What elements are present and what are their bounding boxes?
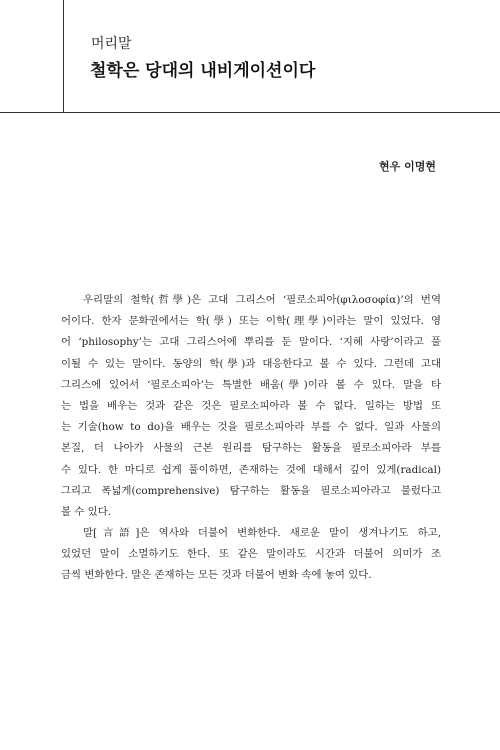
- body-text: [61, 290, 441, 587]
- text-line: 우리말의 철학(哲學)은 고대 그리스어 ‘필로소피아(φιλοσοφία)’의 번역: [83, 294, 441, 306]
- text-line: 어 ‘philosophy’는 고대 그리스어에 뿌리를 둔 말이다. ‘지혜 사랑’이라고 풀: [61, 336, 441, 349]
- paragraph: [61, 290, 441, 523]
- header-divider: [0, 112, 500, 113]
- text-line: 어이다. 한자 문화권에서는 학(學) 또는 이학(理學)이라는 말이 있었다. 영: [61, 315, 441, 328]
- text-line: 본질, 더 나아가 사물의 근본 원리를 탐구하는 활동을 필로소피아라 부를: [61, 442, 441, 455]
- text-line: 금씩 변화한다. 말은 존재하는 모든 것과 더불어 변화 속에 놓여 있다.: [61, 569, 372, 582]
- text-line: 있었던 말이 소멸하기도 한다. 또 같은 말이라도 시간과 더불어 의미가 조: [61, 548, 441, 561]
- text-line: 는 기술(how to do)을 배우는 것을 필로소피아라 부를 수 없다. 일과 사물의: [61, 421, 441, 434]
- text-line: 이될 수 있는 말이다. 동양의 학(學)과 대응한다고 볼 수 있다. 그런데 고대: [61, 357, 441, 370]
- header-vertical-rule: [63, 0, 64, 112]
- text-line: 그리고 폭넓게(comprehensive) 탐구하는 활동을 필로소피아라고 불렀다고: [61, 484, 441, 497]
- text-line: 볼 수 있다.: [61, 505, 112, 518]
- text-line: 말[言語]은 역사와 더불어 변화한다. 새로운 말이 생겨나기도 하고,: [83, 527, 441, 540]
- page-title: 철학은 당대의 내비게이션이다: [90, 61, 316, 81]
- author-byline: 현우 이명현: [379, 160, 436, 173]
- section-kicker: 머리말: [91, 36, 132, 52]
- text-line: 그리스에 있어서 ‘필로소피아’는 특별한 배움(學)이라 볼 수 있다. 말을 타: [61, 378, 441, 391]
- paragraph: [61, 523, 441, 587]
- text-line: 는 법을 배우는 것과 같은 것은 필로소피아라 볼 수 없다. 일하는 방법 또: [61, 399, 441, 412]
- text-line: 수 있다. 한 마디로 쉽게 풀이하면, 존재하는 것에 대해서 깊이 있게(radical): [61, 463, 441, 476]
